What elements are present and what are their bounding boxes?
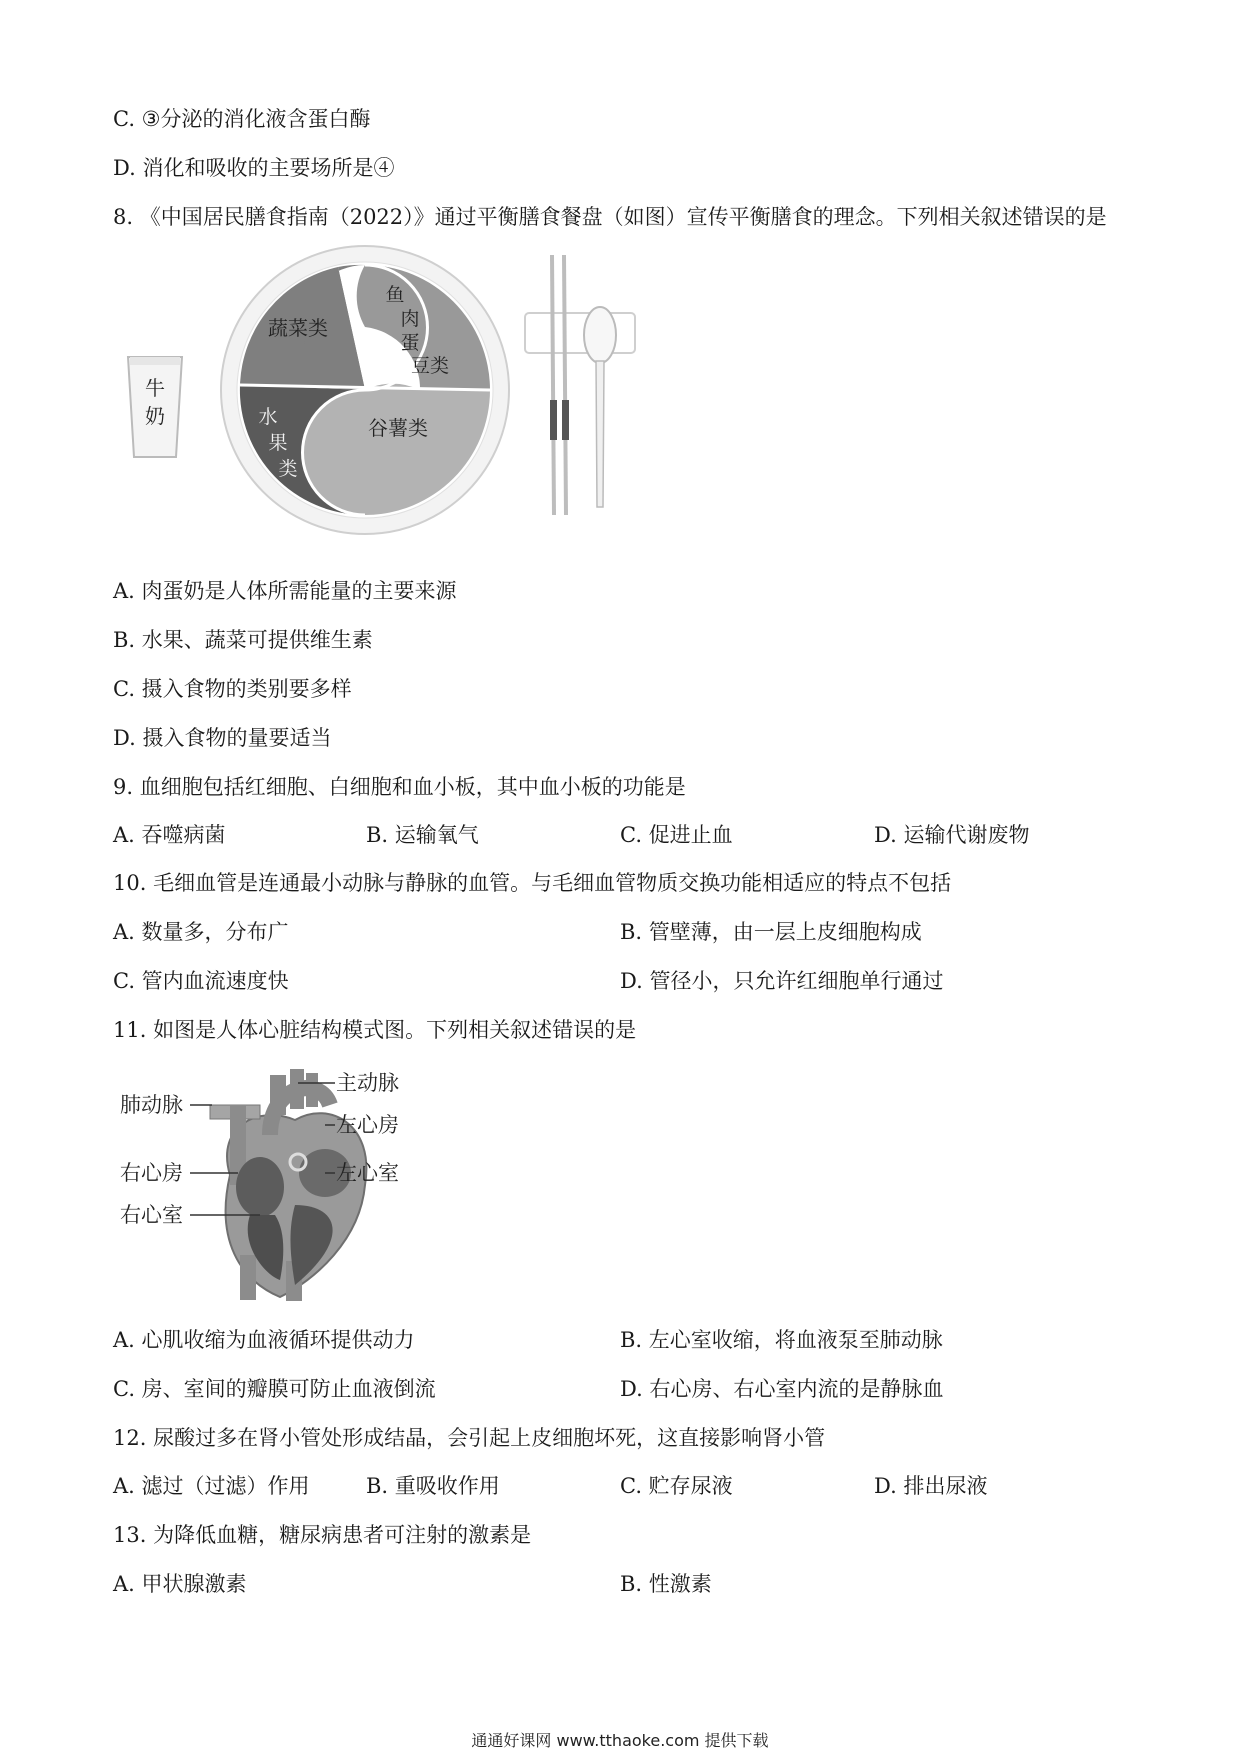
q11-option-d: D. 右心房、右心室内流的是静脉血 <box>620 1377 944 1401</box>
q12-option-d: D. 排出尿液 <box>874 1474 988 1498</box>
page-footer: 通通好课网 www.tthaoke.com 提供下载 <box>471 1731 769 1750</box>
label-left-atrium: 左心房 <box>336 1113 399 1137</box>
protein-label-3: 蛋 <box>400 332 420 354</box>
label-right-atrium: 右心房 <box>120 1161 183 1185</box>
q8-option-b: B. 水果、蔬菜可提供维生素 <box>113 628 373 652</box>
fruit-label-3: 类 <box>278 458 298 480</box>
milk-label-2: 奶 <box>145 404 165 428</box>
q10-option-d: D. 管径小，只允许红细胞单行通过 <box>620 969 944 993</box>
protein-label-2: 肉 <box>400 308 420 330</box>
fruit-label-1: 水 <box>258 406 278 428</box>
q9-option-a: A. 吞噬病菌 <box>113 823 226 847</box>
q12-option-b: B. 重吸收作用 <box>366 1474 500 1498</box>
q8-option-a: A. 肉蛋奶是人体所需能量的主要来源 <box>113 579 457 603</box>
q11-option-b: B. 左心室收缩，将血液泵至肺动脉 <box>620 1328 943 1352</box>
grains-label: 谷薯类 <box>368 416 428 440</box>
q10-option-c: C. 管内血流速度快 <box>113 969 289 993</box>
q10-option-b: B. 管壁薄，由一层上皮细胞构成 <box>620 920 922 944</box>
balanced-diet-plate-figure <box>120 245 660 535</box>
q11-stem: 11. 如图是人体心脏结构模式图。下列相关叙述错误的是 <box>113 1018 637 1042</box>
vegetables-label: 蔬菜类 <box>268 316 328 340</box>
q9-option-c: C. 促进止血 <box>620 823 733 847</box>
q8-option-c: C. 摄入食物的类别要多样 <box>113 677 352 701</box>
q13-stem: 13. 为降低血糖，糖尿病患者可注射的激素是 <box>113 1523 532 1547</box>
q10-option-a: A. 数量多，分布广 <box>113 920 289 944</box>
label-left-ventricle: 左心室 <box>336 1161 399 1185</box>
q13-option-b: B. 性激素 <box>620 1572 712 1596</box>
milk-glass-icon <box>128 357 182 457</box>
q9-option-b: B. 运输氧气 <box>366 823 479 847</box>
milk-label-1: 牛 <box>145 376 165 400</box>
q7-option-d: D. 消化和吸收的主要场所是④ <box>113 156 395 180</box>
q11-option-c: C. 房、室间的瓣膜可防止血液倒流 <box>113 1377 436 1401</box>
q13-option-a: A. 甲状腺激素 <box>113 1572 247 1596</box>
q12-option-c: C. 贮存尿液 <box>620 1474 733 1498</box>
label-aorta: 主动脉 <box>336 1071 399 1095</box>
q11-option-a: A. 心肌收缩为血液循环提供动力 <box>113 1328 415 1352</box>
q8-stem: 8. 《中国居民膳食指南（2022）》通过平衡膳食餐盘（如图）宣传平衡膳食的理念。下列相关叙述错误的是 <box>113 205 1107 229</box>
q12-stem: 12. 尿酸过多在肾小管处形成结晶，会引起上皮细胞坏死，这直接影响肾小管 <box>113 1426 826 1450</box>
q9-stem: 9. 血细胞包括红细胞、白细胞和血小板，其中血小板的功能是 <box>113 775 686 799</box>
q9-option-d: D. 运输代谢废物 <box>874 823 1030 847</box>
label-pulmonary-artery: 肺动脉 <box>120 1093 183 1117</box>
q7-option-c: C. ③分泌的消化液含蛋白酶 <box>113 107 371 131</box>
q10-stem: 10. 毛细血管是连通最小动脉与静脉的血管。与毛细血管物质交换功能相适应的特点不包括 <box>113 871 952 895</box>
q8-option-d: D. 摄入食物的量要适当 <box>113 726 332 750</box>
fruit-label-2: 果 <box>268 432 288 454</box>
right-atrium-chamber <box>236 1157 284 1217</box>
chopsticks-spoon-icon <box>525 255 635 515</box>
protein-label-4: 豆类 <box>410 355 450 377</box>
label-right-ventricle: 右心室 <box>120 1203 183 1227</box>
protein-label-1: 鱼 <box>385 284 405 306</box>
q12-option-a: A. 滤过（过滤）作用 <box>113 1474 310 1498</box>
heart-structure-figure <box>120 1065 460 1305</box>
